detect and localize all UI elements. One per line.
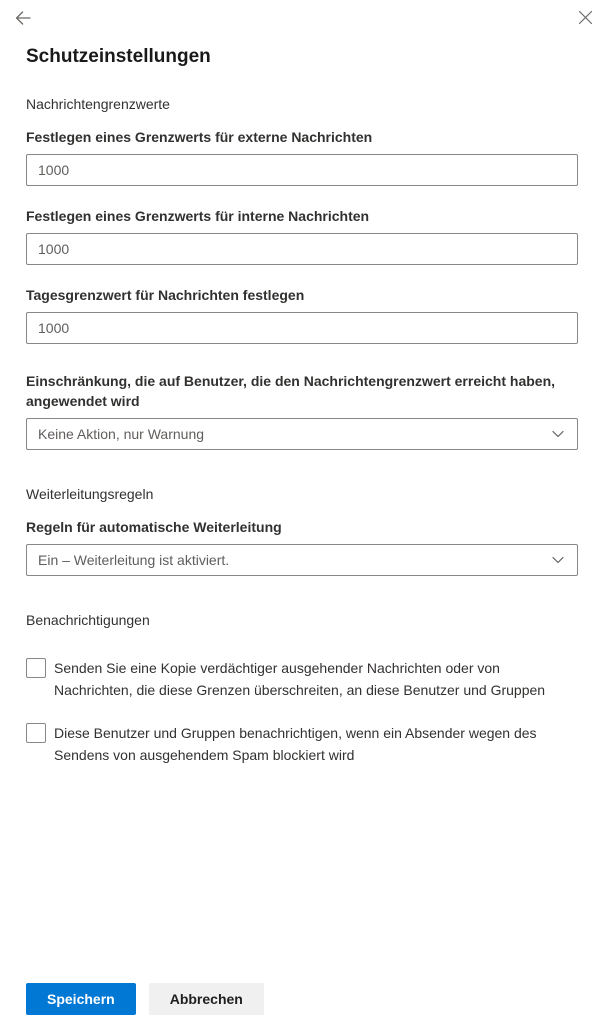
field-internal-limit xyxy=(26,206,578,265)
notify-blocked-sender-checkbox[interactable] xyxy=(26,723,46,743)
external-limit-label: Festlegen eines Grenzwerts für externe Nachrichten xyxy=(26,129,373,145)
back-button[interactable] xyxy=(12,7,34,29)
section-header-message-limits: Nachrichtengrenzwerte xyxy=(26,96,170,112)
field-restriction xyxy=(26,371,578,450)
auto-forwarding-dropdown-value: Ein – Weiterleitung ist aktiviert. xyxy=(38,552,230,568)
chevron-down-icon xyxy=(551,553,565,567)
arrow-left-icon xyxy=(14,9,32,27)
close-button[interactable] xyxy=(574,7,596,29)
flyout-content xyxy=(0,46,604,766)
restriction-label: Einschränkung, die auf Benutzer, die den Nachrichtengrenzwert erreicht haben, angewendet wird xyxy=(26,373,556,409)
external-limit-input[interactable] xyxy=(26,154,578,186)
restriction-dropdown-value: Keine Aktion, nur Warnung xyxy=(38,426,205,442)
checkbox-row-copy-suspicious xyxy=(26,657,578,701)
close-icon xyxy=(578,10,593,25)
restriction-dropdown[interactable] xyxy=(26,418,578,450)
flyout-header xyxy=(0,0,604,26)
section-header-forwarding-rules: Weiterleitungsregeln xyxy=(26,486,154,502)
footer-actions xyxy=(26,983,264,1015)
auto-forwarding-dropdown[interactable] xyxy=(26,544,578,576)
page-title: Schutzeinstellungen xyxy=(26,46,211,67)
daily-limit-label: Tagesgrenzwert für Nachrichten festlegen xyxy=(26,287,305,303)
chevron-down-icon xyxy=(551,427,565,441)
internal-limit-label: Festlegen eines Grenzwerts für interne Nachrichten xyxy=(26,208,370,224)
cancel-button[interactable]: Abbrechen xyxy=(149,983,264,1015)
copy-suspicious-checkbox-label[interactable]: Senden Sie eine Kopie verdächtiger ausgehender Nachrichten oder von Nachrichten, die diese Grenzen überschreiten, an diese Benutzer und Gruppen xyxy=(54,660,546,698)
notify-blocked-sender-checkbox-label[interactable]: Diese Benutzer und Gruppen benachrichtigen, wenn ein Absender wegen des Sendens von ausgehendem Spam blockiert wird xyxy=(54,725,537,763)
auto-forwarding-label: Regeln für automatische Weiterleitung xyxy=(26,519,282,535)
daily-limit-input[interactable] xyxy=(26,312,578,344)
checkbox-row-notify-blocked-sender xyxy=(26,722,578,766)
internal-limit-input[interactable] xyxy=(26,233,578,265)
copy-suspicious-checkbox[interactable] xyxy=(26,658,46,678)
field-auto-forwarding xyxy=(26,517,578,576)
section-header-notifications: Benachrichtigungen xyxy=(26,612,150,628)
save-button[interactable]: Speichern xyxy=(26,983,136,1015)
field-daily-limit xyxy=(26,285,578,344)
field-external-limit xyxy=(26,127,578,186)
